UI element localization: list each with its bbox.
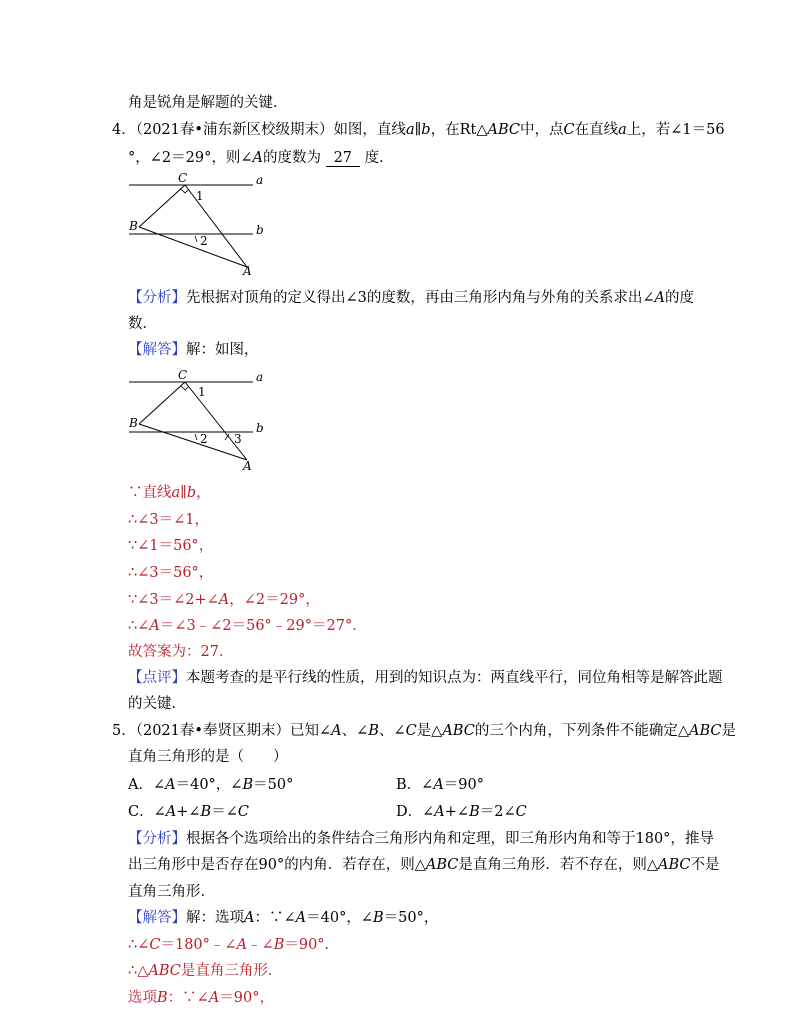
segment-CA <box>185 185 247 267</box>
label-1: 1 <box>198 385 206 399</box>
step-5: ∵∠3＝∠2+∠A，∠2＝29°， <box>128 592 320 608</box>
step-3: ∵∠1＝56°， <box>128 538 214 554</box>
solution-tag: 【解答】 <box>128 910 186 926</box>
question-5-line-1: 5．（2021春•奉贤区期末）已知∠A、∠B、∠C是△ABC的三个内角，下列条件不能确定△ABC是 <box>112 723 736 739</box>
comment-1-line-2: 的关键． <box>128 696 186 712</box>
label-B: B <box>129 219 138 233</box>
solution-2-step-4: 选项B：∵∠A＝90°， <box>128 990 274 1006</box>
option-C: C．∠A+∠B＝∠C <box>128 804 249 820</box>
question-source: （2021春•浦东新区校级期末） <box>135 122 334 138</box>
step-6: ∴∠A＝∠3﹣∠2＝56°﹣29°＝27°． <box>128 618 367 634</box>
step-7: 故答案为：27． <box>128 644 234 660</box>
segment-CA <box>185 382 247 460</box>
comment-tag: 【点评】 <box>128 670 186 686</box>
comment-1-line-1: 【点评】本题考查的是平行线的性质，用到的知识点为：两直线平行，同位角相等是解答此题 <box>128 670 723 686</box>
label-2: 2 <box>200 234 208 248</box>
label-C: C <box>178 171 188 185</box>
question-4-line-2: °，∠2＝29°，则∠A的度数为 27 度． <box>128 150 394 166</box>
right-angle-mark <box>181 189 189 193</box>
segment-BC <box>139 185 185 227</box>
label-A: A <box>243 459 252 473</box>
label-A: A <box>243 264 252 278</box>
option-A: A．∠A＝40°，∠B＝50° <box>128 777 294 793</box>
step-1: ∵直线a∥b， <box>128 485 211 501</box>
analysis-1-line-1: 【分析】先根据对顶角的定义得出∠3的度数，再由三角形内角与外角的关系求出∠A的度 <box>128 290 695 306</box>
step-2: ∴∠3＝∠1， <box>128 512 209 528</box>
analysis-2-line-1: 【分析】根据各个选项给出的条件结合三角形内角和定理，即三角形内角和等于180°，推导 <box>128 831 714 847</box>
analysis-1-line-2: 数． <box>128 316 157 332</box>
right-angle-mark <box>181 386 189 390</box>
step-4: ∴∠3＝56°， <box>128 565 214 581</box>
label-C: C <box>178 368 188 382</box>
segment-BC <box>139 382 185 424</box>
figure-1 <box>125 170 275 278</box>
solution-2-step-2: ∴∠C＝180°﹣∠A﹣∠B＝90°． <box>128 937 340 953</box>
question-number: 4． <box>112 122 136 138</box>
label-1: 1 <box>196 189 204 203</box>
segment-BA <box>139 227 247 267</box>
figure-2 <box>125 362 275 474</box>
analysis-tag: 【分析】 <box>128 831 186 847</box>
label-a: a <box>256 173 264 187</box>
angle-2-arc <box>195 236 197 242</box>
label-B: B <box>129 416 138 430</box>
question-number: 5． <box>112 723 136 739</box>
label-b: b <box>256 223 264 237</box>
option-D: D．∠A+∠B＝2∠C <box>396 804 527 820</box>
question-5-line-2: 直角三角形的是（ ） <box>128 749 288 765</box>
solution-2-step-3: ∴△ABC是直角三角形． <box>128 963 283 979</box>
text-line: 角是锐角是解题的关键． <box>128 95 288 111</box>
label-a: a <box>256 370 264 384</box>
question-source: （2021春•奉贤区期末） <box>135 723 290 739</box>
analysis-tag: 【分析】 <box>128 290 186 306</box>
label-b: b <box>256 421 264 435</box>
analysis-2-line-3: 直角三角形． <box>128 884 215 900</box>
solution-1-line: 【解答】解：如图， <box>128 342 259 358</box>
label-3: 3 <box>234 432 242 446</box>
analysis-2-line-2: 出三角形中是否存在90°的内角．若存在，则△ABC是直角三角形．若不存在，则△ABC不是 <box>128 857 720 873</box>
segment-BA <box>139 424 247 460</box>
option-B: B．∠A＝90° <box>396 777 484 793</box>
angle-2-arc <box>195 434 197 440</box>
solution-tag: 【解答】 <box>128 342 186 358</box>
label-2: 2 <box>200 432 208 446</box>
question-4-line-1: 4．（2021春•浦东新区校级期末）如图，直线a∥b，在Rt△ABC中，点C在直线a上，若∠1＝56 <box>112 122 725 138</box>
answer-blank: 27 <box>326 150 360 167</box>
solution-2-line-1: 【解答】解：选项A：∵∠A＝40°，∠B＝50°， <box>128 910 439 926</box>
